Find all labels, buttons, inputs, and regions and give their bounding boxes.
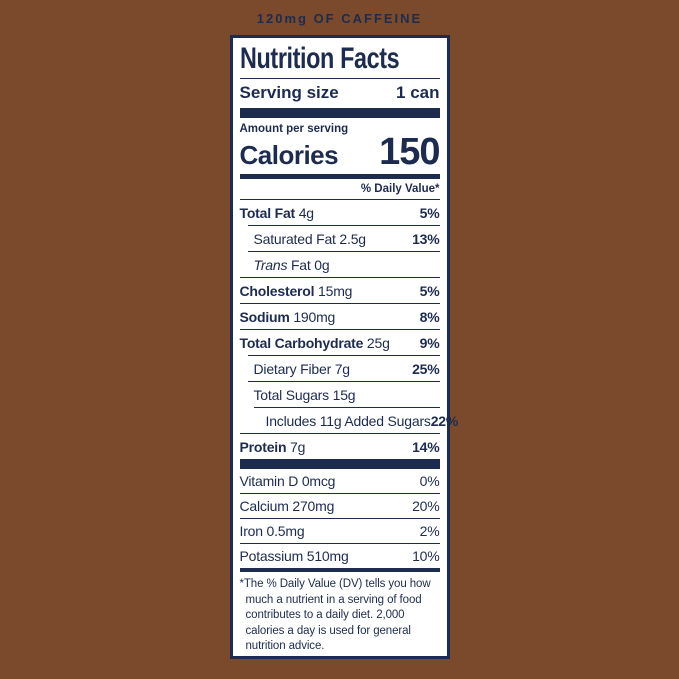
nutrient-row-total-sugars: Total Sugars 15g [248,381,440,407]
amount-per-serving-label: Amount per serving [239,123,349,135]
section-bar-thick-top [240,108,440,118]
calories-value: 150 [379,131,440,173]
nutrient-row-saturated-fat: Saturated Fat 2.5g 13% [248,225,440,251]
nutrient-row-total-carbohydrate: Total Carbohydrate 25g 9% [240,329,440,355]
pct-iron: 2% [419,523,440,539]
pct-cholesterol: 5% [419,282,440,299]
pct-protein: 14% [412,438,440,455]
footnote-divider-bar [240,568,440,572]
nutrient-row-protein: Protein 7g 14% [240,433,440,459]
pct-sodium: 8% [419,308,440,325]
label-title: Nutrition Facts [239,42,399,75]
calories-row [240,133,440,174]
vitamin-row-vitamin-d: Vitamin D 0mcg 0% [239,473,440,489]
pct-dietary-fiber: 25% [412,360,440,377]
nutrient-row-dietary-fiber: Dietary Fiber 7g 25% [248,355,440,381]
pct-calcium: 20% [412,498,440,514]
serving-size-value: 1 can [396,83,440,102]
pct-total-fat: 5% [419,204,440,221]
nutrition-facts-label [230,35,459,659]
vitamin-rows [240,469,440,568]
calories-label: Calories [239,140,339,170]
daily-value-footnote: *The % Daily Value (DV) tells you how much a nutrient in a serving of food contributes to a daily diet. 2,000 calories a day is used for general nutrition advice. [239,578,431,652]
nutrient-row-added-sugars: Includes 11g Added Sugars 22% [254,407,440,433]
vitamin-row-calcium: Calcium 270mg 20% [240,493,440,518]
section-bar-thick-bottom [240,459,440,469]
vitamin-row-potassium: Potassium 510mg 10% [240,543,440,568]
pct-potassium: 10% [412,548,440,564]
pct-added-sugars: 22% [430,412,459,429]
nutrient-row-trans-fat: Trans Fat 0g [248,251,440,277]
vitamin-row-iron: Iron 0.5mg 2% [240,518,440,543]
pct-saturated-fat: 13% [412,230,440,247]
serving-size-label: Serving size [239,83,339,102]
serving-size-row [240,79,440,108]
nutrient-row-cholesterol: Cholesterol 15mg 5% [240,277,440,303]
caffeine-note: 120mg OF CAFFEINE [256,11,423,26]
nutrient-row-total-fat: Total Fat 4g 5% [240,199,440,225]
daily-value-header: % Daily Value* [360,183,440,195]
nutrient-row-sodium: Sodium 190mg 8% [240,303,440,329]
nutrient-rows [239,199,459,459]
pct-total-carbohydrate: 9% [419,334,440,351]
pct-vitamin-d: 0% [419,473,440,489]
